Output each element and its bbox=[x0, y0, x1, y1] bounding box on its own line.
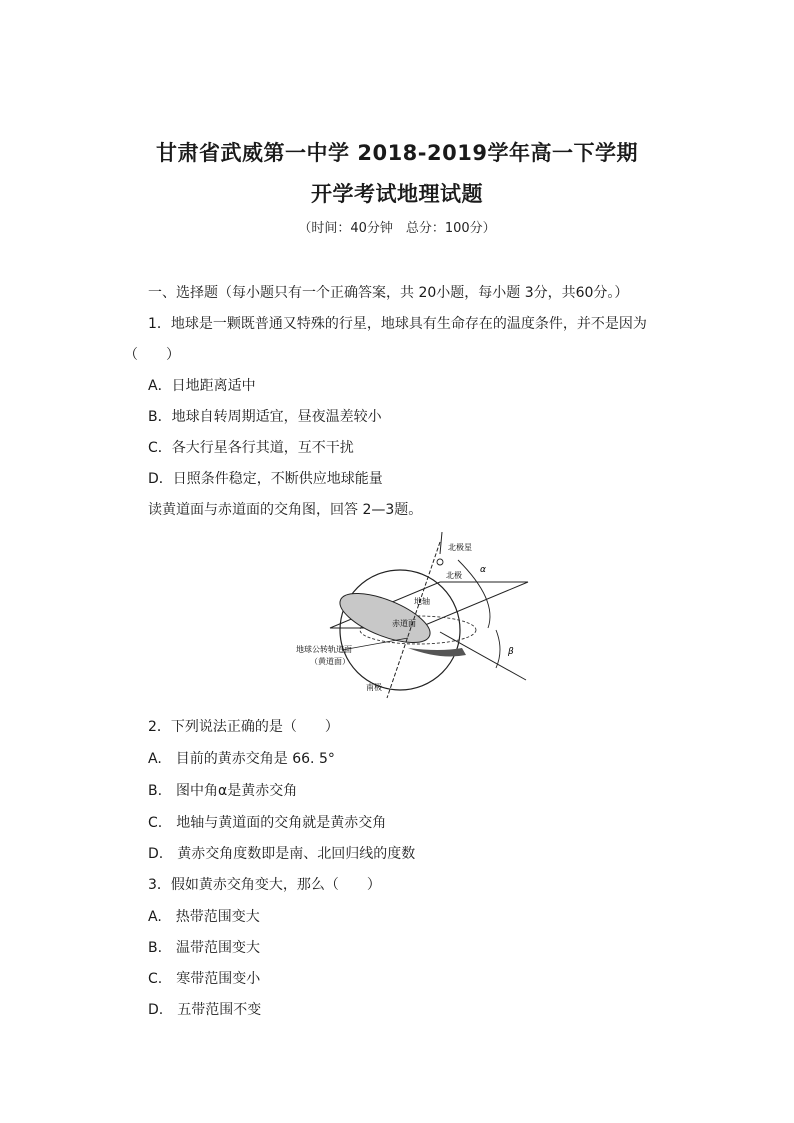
q1-option-a: A．日地距离适中 bbox=[148, 378, 256, 394]
q3-option-d: D. 五带范围不变 bbox=[148, 1002, 262, 1018]
title-line-2: 开学考试地理试题 bbox=[311, 182, 483, 206]
q2-option-d: D. 黄赤交角度数即是南、北回归线的度数 bbox=[148, 846, 416, 862]
q1-option-d: D．日照条件稳定，不断供应地球能量 bbox=[148, 471, 383, 487]
q3-option-a: A. 热带范围变大 bbox=[148, 909, 260, 925]
equator-plane-label: 赤道面 bbox=[392, 619, 416, 628]
ecliptic-label: （黄道面） bbox=[310, 657, 350, 666]
rotation-mark bbox=[437, 559, 443, 565]
south-pole-label: 南极 bbox=[366, 683, 382, 692]
intro-q2-q3: 读黄道面与赤道面的交角图，回答 2—3题。 bbox=[148, 502, 423, 518]
q2-stem: 2．下列说法正确的是（ ） bbox=[148, 719, 339, 735]
alpha-label: α bbox=[480, 565, 486, 575]
shadow-wedge bbox=[408, 648, 466, 656]
q2-option-b: B. 图中角α是黄赤交角 bbox=[148, 783, 298, 799]
q1-bracket: （ ） bbox=[124, 347, 180, 363]
q1-stem: 1．地球是一颗既普通又特殊的行星，地球具有生命存在的温度条件，并不是因为 bbox=[148, 316, 647, 332]
q3-option-c: C. 寒带范围变小 bbox=[148, 971, 261, 987]
q3-option-b: B. 温带范围变大 bbox=[148, 940, 261, 956]
beta-arc bbox=[496, 630, 500, 668]
q3-stem: 3．假如黄赤交角变大，那么（ ） bbox=[148, 877, 381, 893]
exam-subtitle: （时间：40分钟 总分：100分） bbox=[298, 221, 496, 236]
ecliptic-equator-diagram bbox=[290, 530, 540, 700]
q2-option-c: C. 地轴与黄道面的交角就是黄赤交角 bbox=[148, 815, 387, 831]
polaris-label: 北极星 bbox=[448, 543, 472, 552]
beta-label: β bbox=[508, 647, 514, 657]
orbit-plane-label: 地球公转轨道面 bbox=[296, 645, 352, 654]
earth-axis-label: 地轴 bbox=[414, 597, 430, 606]
polaris-arrow bbox=[440, 532, 442, 554]
q2-option-a: A. 目前的黄赤交角是 66. 5° bbox=[148, 751, 335, 767]
north-pole-label: 北极 bbox=[446, 571, 462, 580]
q1-option-b: B．地球自转周期适宜，昼夜温差较小 bbox=[148, 409, 382, 425]
title-line-1: 甘肃省武威第一中学 2018-2019学年高一下学期 bbox=[156, 141, 638, 165]
section-heading: 一、选择题（每小题只有一个正确答案，共 20小题，每小题 3分，共60分。） bbox=[148, 285, 629, 301]
q1-option-c: C．各大行星各行其道，互不干扰 bbox=[148, 440, 354, 456]
